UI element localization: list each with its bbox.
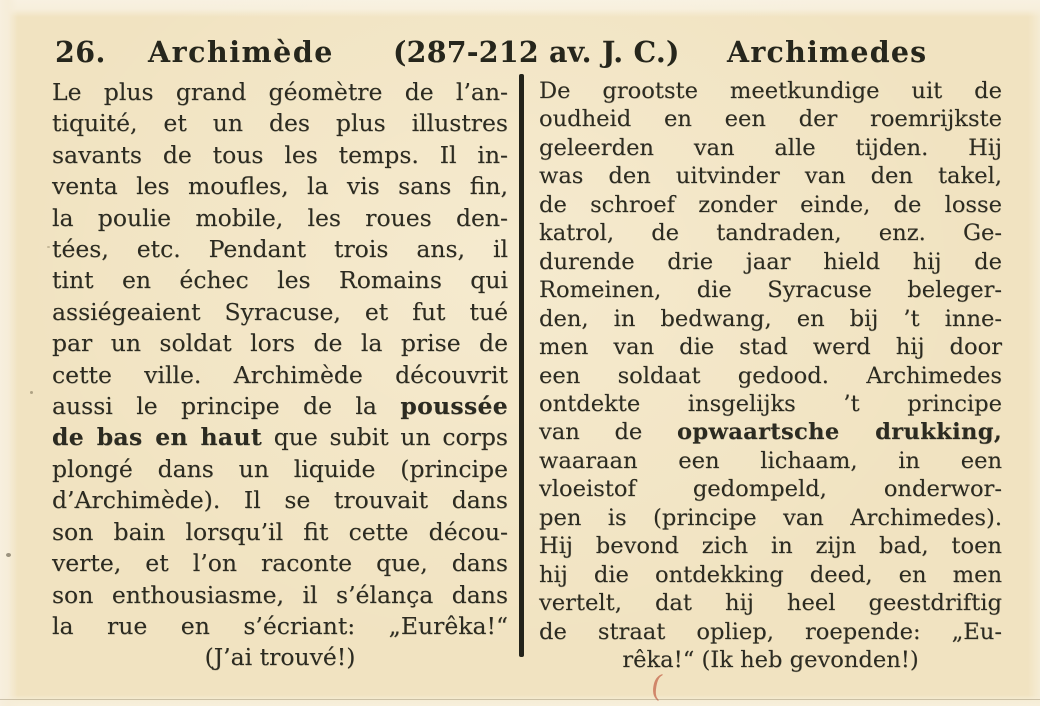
text-line — [539, 162, 1002, 190]
text-segment: rêka!“ (Ik heb gevonden!) — [622, 647, 919, 674]
text-segment: hij die ontdekking deed, en men — [539, 561, 1002, 588]
text-segment: tées, etc. Pendant trois ans, il — [52, 235, 508, 264]
text-line — [539, 532, 1002, 560]
card-header — [0, 35, 1040, 69]
text-line — [52, 77, 508, 108]
text-line — [52, 485, 508, 516]
text-segment: savants de tous les temps. Il in- — [52, 140, 508, 169]
text-segment: de straat opliep, roepende: „Eu- — [539, 618, 1002, 645]
text-line — [52, 171, 508, 202]
text-segment: assiégeaient Syracuse, et fut tué — [52, 297, 508, 326]
text-segment: verte, et l’on raconte que, dans — [52, 549, 508, 578]
text-line — [539, 77, 1002, 105]
text-segment: son bain lorsqu’il fit cette décou- — [52, 517, 508, 546]
text-line — [52, 391, 508, 422]
text-line — [52, 328, 508, 359]
text-segment: venta les moufles, la vis sans fin, — [52, 172, 508, 201]
text-line — [539, 134, 1002, 162]
text-line — [52, 360, 508, 391]
text-segment: van de — [539, 419, 677, 446]
dutch-column — [539, 77, 1002, 675]
text-line — [539, 475, 1002, 503]
title-french: Archimède — [148, 35, 334, 69]
bold-text-segment: poussée — [400, 392, 508, 421]
text-segment: De grootste meetkundige uit de — [539, 78, 1002, 104]
text-segment: Le plus grand géomètre de l’an- — [52, 78, 508, 106]
paper-edge-bottom — [0, 699, 1040, 700]
text-line — [539, 191, 1002, 219]
text-line — [539, 248, 1002, 276]
text-line — [539, 504, 1002, 532]
text-line — [539, 589, 1002, 617]
text-line — [539, 618, 1002, 646]
text-line — [52, 140, 508, 171]
paper-speck — [6, 553, 11, 557]
text-segment: par un soldat lors de la prise de — [52, 329, 508, 358]
paper-speck — [30, 391, 33, 394]
text-line — [539, 390, 1002, 418]
text-segment: een soldaat gedood. Archimedes — [539, 362, 1002, 389]
text-line — [52, 422, 508, 453]
text-line — [539, 561, 1002, 589]
text-line — [52, 108, 508, 139]
text-line — [539, 276, 1002, 304]
text-segment: tiquité, et un des plus illustres — [52, 109, 508, 138]
text-line — [539, 105, 1002, 133]
red-pencil-mark: ( — [648, 668, 666, 705]
text-segment: la rue en s’écriant: „Eurêka!“ — [52, 611, 508, 640]
text-segment: Hij bevond zich in zijn bad, toen — [539, 533, 1002, 560]
text-segment: ontdekte insgelijks ’t principe — [539, 390, 1002, 417]
bold-text-segment: opwaartsche drukking, — [677, 419, 1002, 446]
text-segment: vloeistof gedompeld, onderwor- — [539, 476, 1002, 503]
text-segment: den, in bedwang, en bij ’t inne- — [539, 305, 1002, 332]
text-segment: pen is (principe van Archimedes). — [539, 504, 1002, 531]
text-line — [539, 447, 1002, 475]
text-segment: (J’ai trouvé!) — [204, 643, 356, 672]
text-line — [539, 362, 1002, 390]
text-line — [52, 265, 508, 296]
french-column — [52, 77, 508, 674]
entry-number: 26. — [55, 35, 106, 69]
text-line — [52, 454, 508, 485]
text-line — [539, 418, 1002, 446]
bold-text-segment: de bas en haut — [52, 423, 262, 452]
text-line — [539, 305, 1002, 333]
text-line — [52, 548, 508, 579]
text-segment: geleerden van alle tijden. Hij — [539, 134, 1002, 161]
text-segment: son enthousiasme, il s’élança dans — [52, 580, 508, 609]
text-segment: la poulie mobile, les roues den- — [52, 203, 508, 232]
text-segment: tint en échec les Romains qui — [52, 266, 508, 295]
text-line — [539, 333, 1002, 361]
text-line — [52, 203, 508, 234]
text-segment: de schroef zonder einde, de losse — [539, 191, 1002, 218]
text-segment: que subit un corps — [262, 423, 508, 452]
text-line — [52, 517, 508, 548]
text-segment: aussi le principe de la — [52, 392, 401, 421]
text-line — [539, 646, 1002, 674]
text-line — [52, 611, 508, 642]
text-segment: cette ville. Archimède découvrit — [52, 360, 508, 389]
text-segment: was den uitvinder van den takel, — [539, 163, 1002, 190]
text-segment: waaraan een lichaam, in een — [539, 447, 1002, 474]
text-line — [52, 234, 508, 265]
text-segment: katrol, de tandraden, enz. Ge- — [539, 220, 1002, 247]
text-segment: plongé dans un liquide (principe — [52, 454, 508, 483]
text-segment: d’Archimède). Il se trouvait dans — [52, 486, 508, 515]
text-line — [52, 642, 508, 673]
text-segment: men van die stad werd hij door — [539, 334, 1002, 361]
text-segment: durende drie jaar hield hij de — [539, 248, 1002, 275]
column-divider — [519, 74, 524, 657]
lifespan-dates: (287-212 av. J. C.) — [393, 35, 680, 69]
title-dutch: Archimedes — [727, 35, 928, 69]
text-segment: vertelt, dat hij heel geestdriftig — [539, 590, 1002, 617]
paper-speck — [47, 246, 50, 248]
text-segment: Romeinen, die Syracuse beleger- — [539, 277, 1002, 304]
text-line — [52, 297, 508, 328]
text-line — [52, 580, 508, 611]
text-line — [539, 219, 1002, 247]
text-segment: oudheid en een der roemrijkste — [539, 106, 1002, 133]
